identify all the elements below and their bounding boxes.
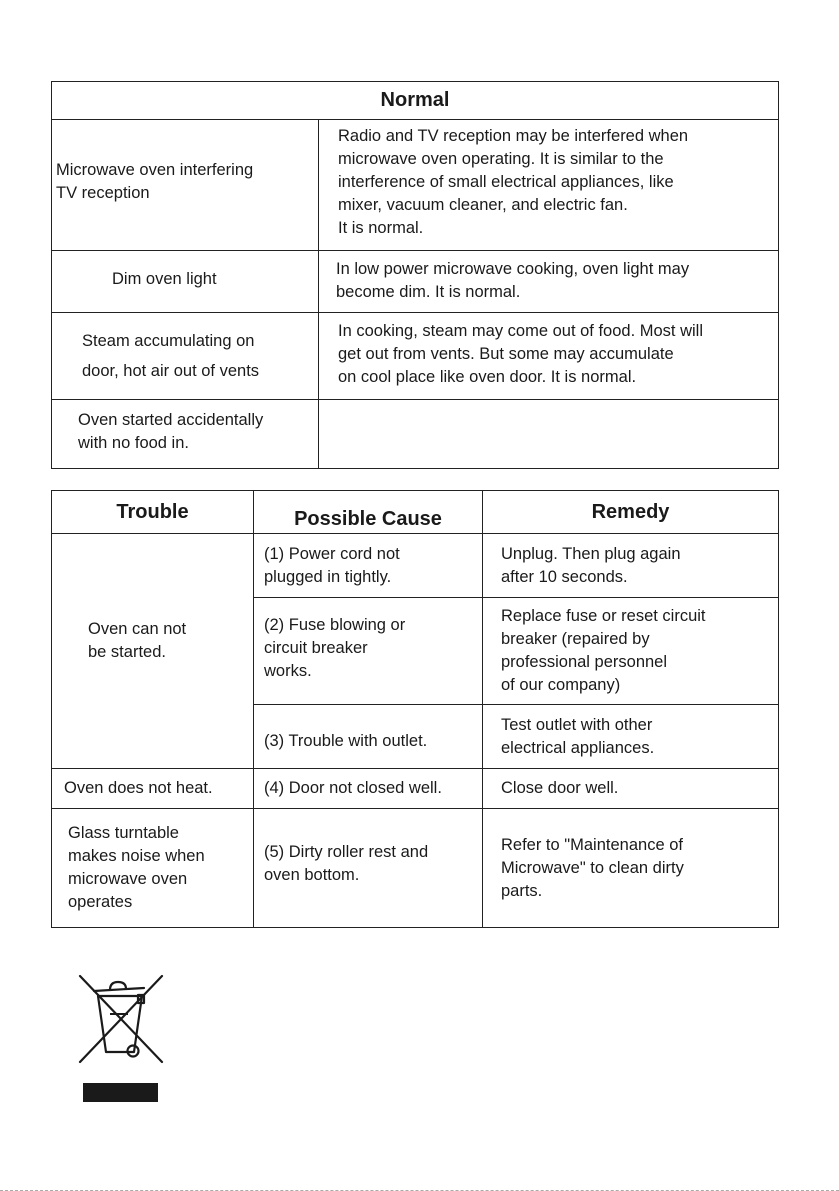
trouble-text: Glass turntable makes noise when microwave oven operates (68, 824, 205, 911)
remedy-text: Test outlet with other electrical appliances. (501, 715, 655, 757)
weee-bar (83, 1083, 158, 1102)
trouble-table (51, 490, 779, 928)
cause-cell (254, 769, 483, 809)
normal-symptom-cell (52, 313, 319, 400)
cause-text: (5) Dirty roller rest and oven bottom. (264, 843, 429, 884)
cause-text: (2) Fuse blowing or circuit breaker works. (264, 615, 406, 680)
remedy-cell (483, 534, 779, 598)
trouble-text: Oven does not heat. (64, 779, 213, 797)
cause-text: (4) Door not closed well. (264, 779, 442, 797)
normal-explanation-cell (319, 400, 779, 469)
bin-lid (94, 988, 144, 991)
trouble-cell (52, 534, 254, 769)
cause-text: (1) Power cord not plugged in tightly. (264, 544, 400, 586)
trouble-cell (52, 769, 254, 809)
possible-cause-header: Possible Cause (254, 491, 483, 534)
normal-symptom-cell (52, 120, 319, 251)
cause-cell (254, 705, 483, 769)
cause-cell (254, 598, 483, 705)
cause-text: (3) Trouble with outlet. (264, 732, 428, 750)
normal-symptom-cell (52, 400, 319, 469)
remedy-cell (483, 705, 779, 769)
remedy-header: Remedy (483, 491, 779, 534)
normal-table (51, 81, 779, 469)
trouble-cell (52, 809, 254, 928)
remedy-cell (483, 769, 779, 809)
normal-explanation-cell (319, 120, 779, 251)
normal-explanation: Radio and TV reception may be interfered when microwave oven operating. It is similar to the interference of small electrical appliances, like mixer, vacuum cleaner, and electric fan. It is normal. (338, 126, 689, 237)
remedy-text: Refer to "Maintenance of Microwave" to clean dirty parts. (501, 835, 684, 900)
crossed-out-wheelie-bin-icon (70, 970, 165, 1105)
cause-cell (254, 534, 483, 598)
wheelie-bin-svg (70, 970, 165, 1105)
remedy-cell (483, 598, 779, 705)
normal-symptom: Microwave oven interfering TV reception (56, 161, 254, 202)
normal-explanation: In cooking, steam may come out of food. Most will get out from vents. But some may accumulate on cool place like oven door. It is normal. (338, 321, 703, 386)
normal-symptom: Dim oven light (112, 270, 217, 288)
normal-symptom: Steam accumulating on door, hot air out of vents (82, 332, 260, 380)
normal-header: Normal (52, 82, 779, 120)
remedy-text: Unplug. Then plug again after 10 seconds. (501, 544, 681, 586)
trouble-text: Oven can not be started. (88, 620, 187, 661)
normal-explanation-cell (319, 313, 779, 400)
cause-cell (254, 809, 483, 928)
normal-symptom: Oven started accidentally with no food in. (78, 411, 264, 452)
remedy-text: Replace fuse or reset circuit breaker (repaired by professional personnel of our company) (501, 607, 706, 694)
trouble-header: Trouble (52, 491, 254, 534)
normal-explanation: In low power microwave cooking, oven light may become dim. It is normal. (336, 259, 690, 301)
remedy-cell (483, 809, 779, 928)
normal-explanation-cell (319, 251, 779, 313)
remedy-text: Close door well. (501, 779, 619, 797)
normal-symptom-cell (52, 251, 319, 313)
